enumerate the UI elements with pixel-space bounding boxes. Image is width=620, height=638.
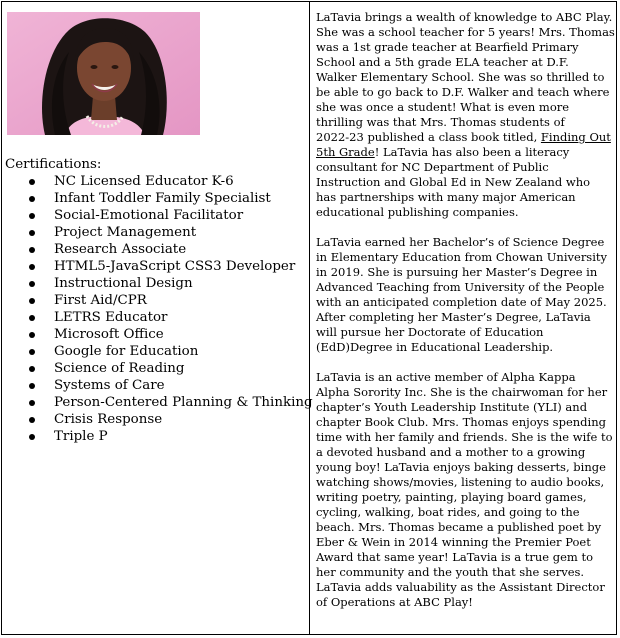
- text-line: Advanced Teaching from University of the People: [316, 280, 605, 294]
- bio-paragraph-experience: [316, 10, 618, 220]
- text-line: LaTavia adds valuability as the Assistant Director: [316, 580, 605, 594]
- text-line: chapter Book Club. Mrs. Thomas enjoys spending: [316, 415, 606, 429]
- text-line: has partnerships with many major American: [316, 190, 576, 204]
- text-line: of Operations at ABC Play!: [316, 595, 473, 609]
- text-line: cycling, walking, boat rides, and going to the: [316, 505, 580, 519]
- book-title-link-continued: 5th Grade: [316, 145, 375, 159]
- text-line: watching shows/movies, listening to audio books,: [316, 475, 605, 489]
- text-line: writing poetry, painting, playing board games,: [316, 490, 587, 504]
- text-line: be able to go back to D.F. Walker and teach where: [316, 85, 610, 99]
- text-line: will pursue her Doctorate of Education: [316, 325, 544, 339]
- certifications-list: [2, 173, 313, 445]
- bio-table: [1, 1, 617, 635]
- certifications-heading: Certifications:: [5, 157, 102, 172]
- text-line: beach. Mrs. Thomas became a published poet by: [316, 520, 602, 534]
- list-item: Infant Toddler Family Specialist: [2, 190, 313, 207]
- text-line: young boy! LaTavia enjoys baking desserts, binge: [316, 460, 606, 474]
- text-line: Eber & Wein in 2014 winning the Premier Poet: [316, 535, 591, 549]
- text-line: School and a 5th grade ELA teacher at D.F.: [316, 55, 569, 69]
- list-item: Research Associate: [2, 241, 313, 258]
- list-item: Crisis Response: [2, 411, 313, 428]
- list-item: Microsoft Office: [2, 326, 313, 343]
- list-item: HTML5-JavaScript CSS3 Developer: [2, 258, 313, 275]
- text-fragment: ! LaTavia has also been a literacy: [374, 145, 570, 159]
- text-line: educational publishing companies.: [316, 205, 519, 219]
- text-line: (EdD)Degree in Educational Leadership.: [316, 340, 554, 354]
- text-line: LaTavia brings a wealth of knowledge to ABC Play.: [316, 10, 613, 24]
- bio-paragraph-personal: [316, 370, 618, 610]
- list-item: LETRS Educator: [2, 309, 313, 326]
- list-item: Instructional Design: [2, 275, 313, 292]
- text-line: LaTavia earned her Bachelor’s of Science Degree: [316, 235, 605, 249]
- text-line: [316, 145, 618, 160]
- list-item: Google for Education: [2, 343, 313, 360]
- text-line: Instruction and Global Ed in New Zealand who: [316, 175, 591, 189]
- text-line: After completing her Master’s Degree, LaTavia: [316, 310, 591, 324]
- profile-photo: [7, 12, 200, 135]
- text-line: Award that same year! LaTavia is a true gem to: [316, 550, 594, 564]
- text-line: a devoted husband and a mother to a growing: [316, 445, 586, 459]
- text-line: in 2019. She is pursuing her Master’s Degree in: [316, 265, 598, 279]
- text-line: she was once a student! What is even more: [316, 100, 570, 114]
- text-line: consultant for NC Department of Public: [316, 160, 549, 174]
- list-item: Social-Emotional Facilitator: [2, 207, 313, 224]
- list-item: Systems of Care: [2, 377, 313, 394]
- text-line: LaTavia is an active member of Alpha Kappa: [316, 370, 576, 384]
- book-title-link: Finding Out: [540, 130, 611, 144]
- list-item: First Aid/CPR: [2, 292, 313, 309]
- list-item: Project Management: [2, 224, 313, 241]
- text-line: She was a school teacher for 5 years! Mrs. Thomas: [316, 25, 615, 39]
- text-line: was a 1st grade teacher at Bearfield Primary: [316, 40, 579, 54]
- text-fragment: 2022-23 published a class book titled,: [316, 130, 541, 144]
- list-item: NC Licensed Educator K-6: [2, 173, 313, 190]
- text-line: time with her family and friends. She is the wife to: [316, 430, 613, 444]
- text-line: her community and the youth that she serves.: [316, 565, 585, 579]
- text-line: [316, 130, 618, 145]
- portrait-photo-icon: [7, 12, 200, 135]
- text-line: in Elementary Education from Chowan University: [316, 250, 608, 264]
- list-item: Science of Reading: [2, 360, 313, 377]
- list-item: Triple P: [2, 428, 313, 445]
- text-line: Alpha Sorority Inc. She is the chairwoman for her: [316, 385, 608, 399]
- list-item: Person-Centered Planning & Thinking: [2, 394, 313, 411]
- bio-text: [316, 10, 618, 610]
- bio-paragraph-education: [316, 235, 618, 355]
- text-line: with an anticipated completion date of May 2025.: [316, 295, 607, 309]
- text-line: thrilling was that Mrs. Thomas students of: [316, 115, 565, 129]
- text-line: chapter’s Youth Leadership Institute (YLI) and: [316, 400, 588, 414]
- text-line: Walker Elementary School. She was so thrilled to: [316, 70, 605, 84]
- right-column: [310, 2, 616, 634]
- left-column: [2, 2, 313, 634]
